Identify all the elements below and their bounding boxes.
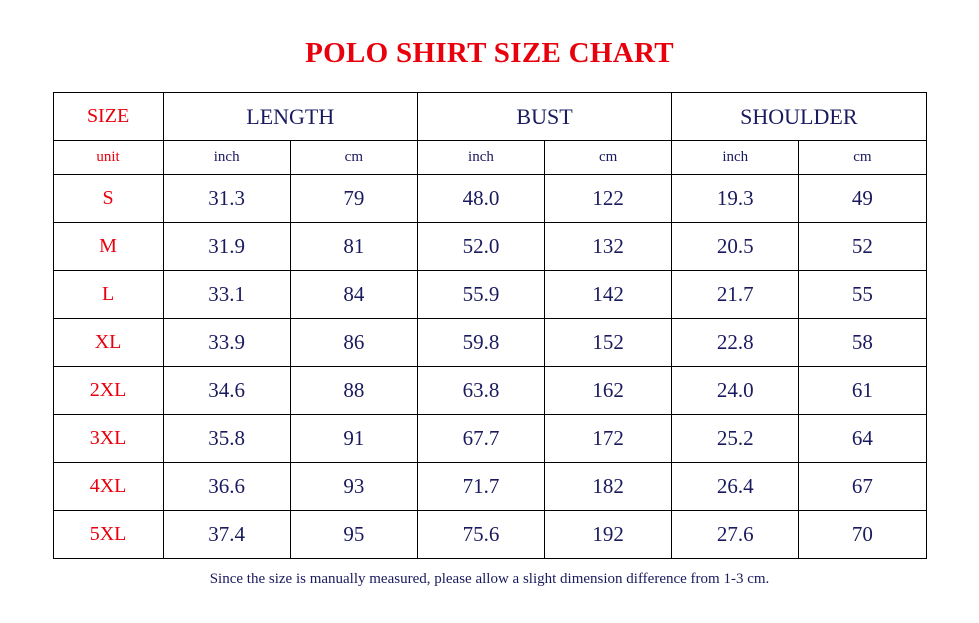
cell-length-inch: 33.1 — [163, 271, 290, 319]
cell-shoulder-inch: 27.6 — [672, 511, 799, 559]
cell-bust-cm: 142 — [545, 271, 672, 319]
cell-bust-inch: 48.0 — [417, 175, 544, 223]
cell-shoulder-inch: 20.5 — [672, 223, 799, 271]
table-row — [53, 175, 926, 223]
cell-shoulder-inch: 26.4 — [672, 463, 799, 511]
cell-bust-inch: 75.6 — [417, 511, 544, 559]
row-size-label: M — [53, 223, 163, 271]
cell-length-inch: 31.3 — [163, 175, 290, 223]
cell-bust-inch: 55.9 — [417, 271, 544, 319]
header-group-length: LENGTH — [163, 93, 417, 141]
cell-shoulder-inch: 19.3 — [672, 175, 799, 223]
cell-length-cm: 95 — [290, 511, 417, 559]
row-size-label: 3XL — [53, 415, 163, 463]
cell-length-cm: 84 — [290, 271, 417, 319]
cell-bust-cm: 152 — [545, 319, 672, 367]
cell-shoulder-cm: 70 — [799, 511, 926, 559]
cell-length-cm: 88 — [290, 367, 417, 415]
header-size: SIZE — [53, 93, 163, 141]
cell-bust-inch: 52.0 — [417, 223, 544, 271]
header-group-bust: BUST — [417, 93, 671, 141]
cell-bust-cm: 132 — [545, 223, 672, 271]
cell-bust-cm: 182 — [545, 463, 672, 511]
table-row — [53, 319, 926, 367]
table-header-row-units — [53, 141, 926, 175]
header-unit-label: unit — [53, 141, 163, 175]
cell-length-inch: 35.8 — [163, 415, 290, 463]
cell-shoulder-cm: 49 — [799, 175, 926, 223]
cell-bust-cm: 162 — [545, 367, 672, 415]
cell-bust-cm: 122 — [545, 175, 672, 223]
cell-length-cm: 86 — [290, 319, 417, 367]
cell-shoulder-inch: 24.0 — [672, 367, 799, 415]
table-body — [53, 175, 926, 559]
cell-shoulder-cm: 58 — [799, 319, 926, 367]
cell-shoulder-cm: 52 — [799, 223, 926, 271]
cell-shoulder-inch: 25.2 — [672, 415, 799, 463]
cell-shoulder-inch: 22.8 — [672, 319, 799, 367]
cell-bust-cm: 172 — [545, 415, 672, 463]
row-size-label: L — [53, 271, 163, 319]
cell-shoulder-cm: 64 — [799, 415, 926, 463]
table-row — [53, 463, 926, 511]
cell-shoulder-cm: 55 — [799, 271, 926, 319]
page-title: POLO SHIRT SIZE CHART — [305, 37, 674, 69]
table-row — [53, 415, 926, 463]
cell-length-cm: 91 — [290, 415, 417, 463]
cell-length-cm: 93 — [290, 463, 417, 511]
size-chart-table-wrapper — [53, 92, 927, 559]
table-header-row-groups — [53, 93, 926, 141]
table-head — [53, 93, 926, 175]
cell-shoulder-cm: 67 — [799, 463, 926, 511]
cell-length-inch: 36.6 — [163, 463, 290, 511]
header-unit-bust-inch: inch — [417, 141, 544, 175]
cell-bust-inch: 67.7 — [417, 415, 544, 463]
row-size-label: 4XL — [53, 463, 163, 511]
header-unit-shoulder-inch: inch — [672, 141, 799, 175]
row-size-label: S — [53, 175, 163, 223]
header-unit-length-inch: inch — [163, 141, 290, 175]
table-row — [53, 511, 926, 559]
measurement-note: Since the size is manually measured, please allow a slight dimension difference from 1-3 cm. — [209, 571, 770, 587]
row-size-label: 2XL — [53, 367, 163, 415]
cell-length-inch: 37.4 — [163, 511, 290, 559]
cell-length-inch: 31.9 — [163, 223, 290, 271]
size-chart-table — [53, 92, 927, 559]
header-unit-length-cm: cm — [290, 141, 417, 175]
table-row — [53, 271, 926, 319]
cell-length-cm: 81 — [290, 223, 417, 271]
cell-bust-cm: 192 — [545, 511, 672, 559]
cell-bust-inch: 59.8 — [417, 319, 544, 367]
table-row — [53, 367, 926, 415]
cell-shoulder-cm: 61 — [799, 367, 926, 415]
header-unit-shoulder-cm: cm — [799, 141, 926, 175]
table-row — [53, 223, 926, 271]
row-size-label: 5XL — [53, 511, 163, 559]
cell-length-inch: 34.6 — [163, 367, 290, 415]
cell-bust-inch: 71.7 — [417, 463, 544, 511]
header-unit-bust-cm: cm — [545, 141, 672, 175]
cell-bust-inch: 63.8 — [417, 367, 544, 415]
cell-shoulder-inch: 21.7 — [672, 271, 799, 319]
row-size-label: XL — [53, 319, 163, 367]
header-group-shoulder: SHOULDER — [672, 93, 926, 141]
cell-length-inch: 33.9 — [163, 319, 290, 367]
cell-length-cm: 79 — [290, 175, 417, 223]
